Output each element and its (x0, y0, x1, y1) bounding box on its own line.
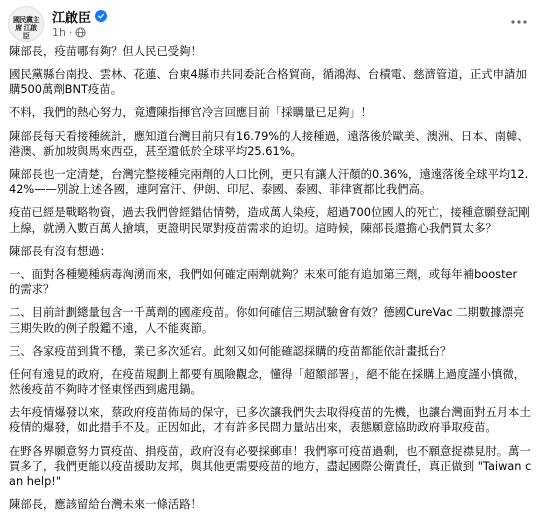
post-paragraph: 一、面對各種變種病毒洶湧而來，我們如何確定兩劑就夠？未來可能有追加第三劑，或每年補booster 的需求？ (9, 266, 518, 297)
author-name[interactable]: 江啟臣 (52, 10, 92, 26)
post-timestamp[interactable]: 1h (52, 25, 66, 39)
post-paragraph: 疫苗已經是戰略物資，過去我們曾經錯估情勢，造成萬人染疫，超過700位國人的死亡，接種意願登記剛上線，就湧入數百萬人搶填，更證明民眾對疫苗需求的迫切。這時候，陳部長還擔心我們買太多？ (9, 205, 530, 235)
verified-badge-icon (95, 10, 107, 22)
author-row (52, 7, 107, 25)
post-paragraph: 任何有遠見的政府，在疫苗規劃上都要有風險觀念，懂得「超額部署」，絕不能在採購上過度謹小慎微，然後疫苗不夠時才怪東怪西到處甩鍋。 (9, 366, 526, 397)
post-paragraph: 三、各家疫苗到貨不穩，業已多次延宕。此刻又如何能確認採購的疫苗都能依計畫抵台？ (9, 343, 452, 358)
post-paragraph: 陳部長每天看接種統計，應知道台灣目前只有16.79%的人接種過，遠落後於歐美、澳洲、日本、南韓、港澳、新加坡與馬來西亞，甚至還低於全球平均25.61%。 (9, 128, 529, 158)
post-paragraph: 在野各界願意努力買疫苗、捐疫苗，政府沒有必要採郵車！我們寧可疫苗過剩，也不願意捉襟見肘。萬一買多了，我們更能以疫苗援助友邦，與其他更需要疫苗的地方，盡起國際公衛責任，真正做到 "Taiwan can help!" (9, 443, 532, 489)
post-body (9, 44, 532, 512)
post-header (8, 6, 533, 42)
post-paragraph: 陳部長，疫苗哪有夠？但人民已受夠！ (9, 44, 202, 58)
avatar-logo-text: 國民黨主席 江啟臣 (13, 16, 39, 40)
post-paragraph: 二、目前計劃總量包含一千萬劑的國產疫苗。你如何確信三期試驗會有效？德國CureVac 二期數據漂亮三期失敗的例子殷鑑不遠，人不能爽節。 (9, 305, 525, 335)
post-meta (52, 25, 86, 39)
post-paragraph: 陳部長，應該留給台灣未來一條活路！ (9, 497, 202, 512)
post-paragraph: 去年疫情爆發以來，蔡政府疫苗佈局的保守，已多次讓我們失去取得疫苗的先機，也讓台灣面對五月本土疫情的爆發，如此措手不及。正因如此，才有許多民間力量站出來，表態願意協助政府爭取疫苗。 (9, 405, 531, 435)
avatar[interactable] (8, 6, 44, 42)
post-paragraph: 國民黨縣台南投、雲林、花蓮、台東4縣市共同委託合格貿商，循鴻海、台積電、慈濟管道，正式申請加購500萬劑BNT疫苗。 (9, 67, 527, 97)
post-paragraph: 不料，我們的熱心努力，竟遭陳指揮官冷言回應目前「採購量已足夠」！ (9, 105, 372, 120)
meta-separator: · (68, 25, 73, 39)
more-options-icon[interactable] (507, 12, 531, 32)
post-paragraph: 陳部長有沒有想過： (9, 243, 112, 258)
globe-icon (75, 27, 86, 38)
post-paragraph: 陳部長也一定清楚，台灣完整接種完兩劑的人口比例，更只有讓人汗顏的0.36%，遠遠落後全球平均12.42%——別說上述各國，連阿富汗、伊朗、印尼、泰國、泰國、菲律賓都比我們高。 (9, 166, 529, 197)
